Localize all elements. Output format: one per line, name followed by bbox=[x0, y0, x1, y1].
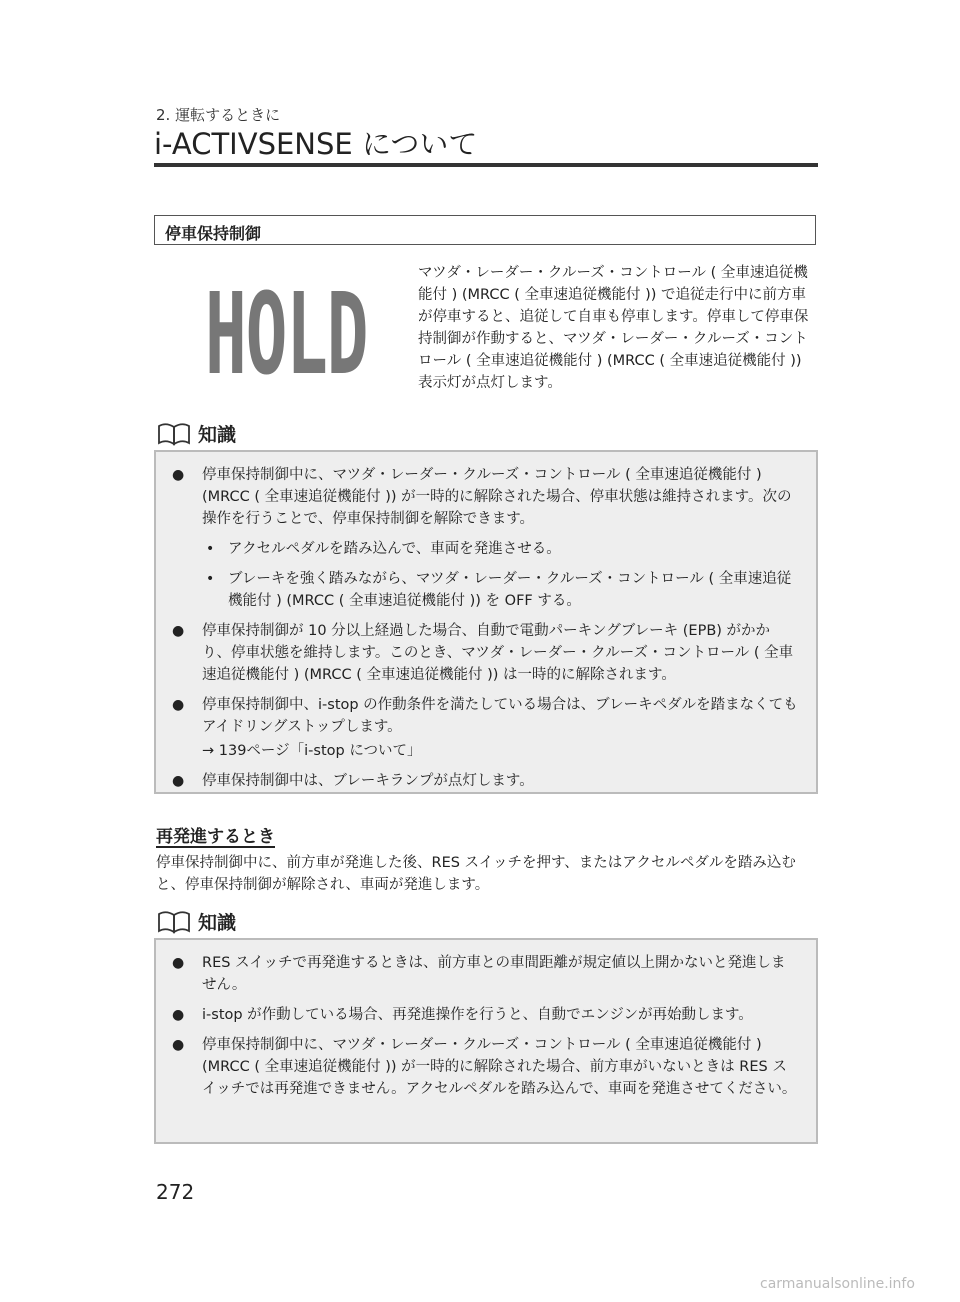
page-number: 272 bbox=[156, 1180, 195, 1204]
knowledge-heading-2 bbox=[156, 908, 236, 935]
knowledge-heading-label: 知識 bbox=[198, 912, 237, 934]
restart-heading: 再発進するとき bbox=[156, 827, 275, 847]
section-title: 停車保持制御 bbox=[154, 215, 816, 245]
book-icon bbox=[156, 910, 192, 934]
sub-bullet-icon: • bbox=[206, 541, 215, 557]
bullet-icon: ● bbox=[172, 623, 185, 639]
book-icon bbox=[156, 422, 192, 446]
sub-list-item: • アクセルペダルを踏み込んで、車両を発進させる。 bbox=[202, 538, 798, 560]
list-item: ● 停車保持制御中に、マツダ・レーダー・クルーズ・コントロール ( 全車速追従機能付 ) (MRCC ( 全車速追従機能付 )) が一時的に解除された場合、前方車がいないときは RES スイッチでは再発進できません。アクセルペダルを踏み込んで、車両を発進させてください。 bbox=[170, 1034, 798, 1100]
list-item: ● RES スイッチで再発進するときは、前方車との車間距離が規定値以上開かないと発進しません。 bbox=[170, 952, 798, 996]
sub-list-item: • ブレーキを強く踏みながら、マツダ・レーダー・クルーズ・コントロール ( 全車速追従機能付 ) (MRCC ( 全車速追従機能付 )) を OFF する。 bbox=[202, 568, 798, 612]
bullet-icon: ● bbox=[172, 1007, 185, 1023]
list-item: ● 停車保持制御が 10 分以上経過した場合、自動で電動パーキングブレーキ (EPB) がかかり、停車状態を維持します。このとき、マツダ・レーダー・クルーズ・コントロール ( 全車速追従機能付 ) (MRCC ( 全車速追従機能付 )) は一時的に解除されます。 bbox=[170, 620, 798, 686]
bullet-icon: ● bbox=[172, 1037, 185, 1053]
sub-bullet-icon: • bbox=[206, 571, 215, 587]
page-title: i-ACTIVSENSE について bbox=[154, 127, 478, 161]
title-rule bbox=[154, 163, 818, 167]
list-item: ● 停車保持制御中、i-stop の作動条件を満たしている場合は、ブレーキペダルを踏まなくてもアイドリングストップします。 → 139ページ「i-stop について」 bbox=[170, 694, 798, 762]
bullet-icon: ● bbox=[172, 697, 185, 713]
bullet-icon: ● bbox=[172, 773, 185, 789]
knowledge-heading-1 bbox=[156, 420, 236, 447]
chapter-label: 2. 運転するときに bbox=[156, 106, 281, 124]
list-item: ● i-stop が作動している場合、再発進操作を行うと、自動でエンジンが再始動します。 bbox=[170, 1004, 798, 1026]
intro-paragraph: マツダ・レーダー・クルーズ・コントロール ( 全車速追従機能付 ) (MRCC ( 全車速追従機能付 )) で追従走行中に前方車が停車すると、追従して自車も停車します。停車して停車保持制御が作動すると、マツダ・レーダー・クルーズ・コントロール ( 全車速追従機能付 ) (MRCC ( 全車速追従機能付 )) 表示灯が点灯します。 bbox=[418, 265, 809, 391]
page-reference-link[interactable]: → 139ページ「i-stop について」 bbox=[202, 743, 422, 759]
knowledge-box-2 bbox=[154, 938, 818, 1144]
knowledge-heading-label: 知識 bbox=[198, 424, 237, 446]
bullet-icon: ● bbox=[172, 955, 185, 971]
list-item: ● 停車保持制御中は、ブレーキランプが点灯します。 bbox=[170, 770, 798, 792]
knowledge-box-1 bbox=[154, 450, 818, 794]
watermark: carmanualsonline.info bbox=[760, 1276, 915, 1292]
list-item: ● 停車保持制御中に、マツダ・レーダー・クルーズ・コントロール ( 全車速追従機能付 ) (MRCC ( 全車速追従機能付 )) が一時的に解除された場合、停車状態は維持されます。次の操作を行うことで、停車保持制御を解除できます。 • アクセルペダルを踏み込んで、車両を発進させる。 • ブレーキを強く踏みながら、マツダ・レーダー・クルーズ・コントロール ( 全車速追従機能付 ) (MRCC ( 全車速追従機能付 )) を OFF する。 bbox=[170, 464, 798, 612]
bullet-icon: ● bbox=[172, 467, 185, 483]
restart-paragraph: 停車保持制御中に、前方車が発進した後、RES スイッチを押す、またはアクセルペダルを踏み込むと、停車保持制御が解除され、車両が発進します。 bbox=[156, 855, 796, 893]
hold-indicator-icon: HOLD bbox=[205, 270, 368, 400]
